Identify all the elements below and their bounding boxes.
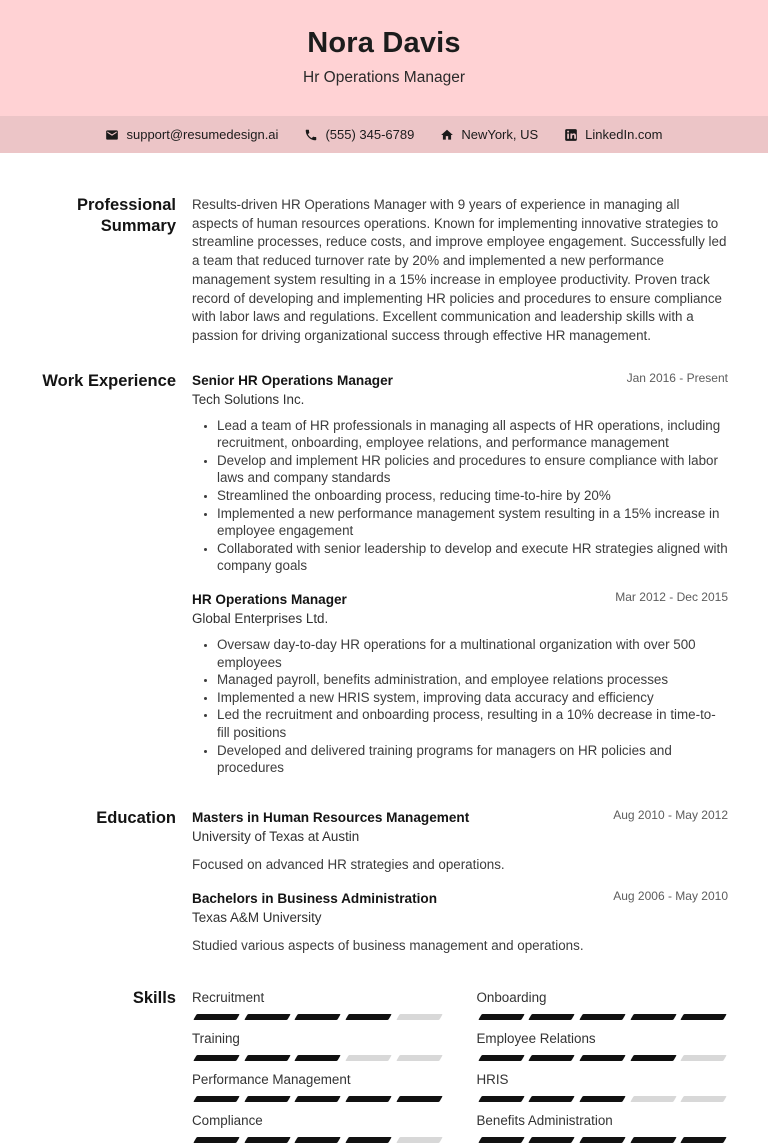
skill-item [192,1112,444,1143]
contact-location-text: NewYork, US [461,126,539,142]
contact-linkedin-text: LinkedIn.com [585,126,663,142]
skill-bar-segment-filled [681,1014,727,1020]
degree-description: Studied various aspects of business management and operations. [192,937,584,953]
skill-bar-segment-filled [295,1137,341,1143]
skill-bar-segment-empty [396,1055,442,1061]
skill-label: HRIS [476,1071,509,1087]
skill-bar-segment-filled [528,1096,574,1102]
skill-bar-segment-filled [630,1137,676,1143]
section-heading-work: Work Experience [42,371,176,390]
summary-paragraph: Results-driven HR Operations Manager with 9 years of experience in managing all aspects of human resources operations. Known for implementing innovative strategies to streamline processes, reduce costs, and improve employee engagement. Successfully led a team that reduced turnover rate by 20% and implemented a new performance management system resulting in a 15% increase in employee productivity. Proven track record of developing and implementing HR policies and procedures to ensure compliance with labor laws and regulations. Excellent communication and leadership skills with a passion for driving organizational success through effective HR management. [192,197,727,343]
skill-level-bar [477,1055,729,1061]
skill-item [477,1112,729,1143]
skill-bar-segment-filled [244,1137,290,1143]
skill-level-bar [477,1137,729,1143]
section-heading-education: Education [96,808,176,827]
skill-bar-segment-filled [630,1014,676,1020]
job-bullet-list [192,417,728,575]
skill-bar-segment-filled [244,1096,290,1102]
skill-bar-segment-filled [193,1055,239,1061]
job-title: HR Operations Manager [192,591,347,607]
skill-bar-segment-filled [345,1014,391,1020]
skill-bar-segment-filled [528,1014,574,1020]
job-company: Tech Solutions Inc. [192,391,305,407]
skill-item [477,1071,729,1102]
contact-location [440,127,538,143]
job-entry [192,589,728,777]
job-bullet: • Led the recruitment and onboarding process, resulting in a 10% decrease in time-to-fill positions [217,706,728,741]
job-company: Global Enterprises Ltd. [192,610,329,626]
job-bullet-list [192,636,728,777]
skill-level-bar [192,1014,444,1020]
degree-dates: Aug 2010 - May 2012 [613,807,728,822]
skill-level-bar [192,1096,444,1102]
skill-bar-segment-filled [244,1055,290,1061]
skill-bar-segment-empty [681,1096,727,1102]
phone-icon [304,128,318,142]
section-education [40,807,728,955]
skill-bar-segment-empty [681,1055,727,1061]
skill-bar-segment-filled [478,1137,524,1143]
skill-level-bar [192,1137,444,1143]
degree-dates: Aug 2006 - May 2010 [613,888,728,903]
skill-label: Onboarding [476,989,547,1005]
skill-label: Compliance [192,1112,263,1128]
skill-bar-segment-filled [345,1096,391,1102]
linkedin-icon [564,128,578,142]
job-bullet: • Collaborated with senior leadership to develop and execute HR strategies aligned with company goals [217,540,728,575]
section-heading-skills: Skills [132,988,176,1007]
skill-bar-segment-filled [630,1055,676,1061]
job-bullet: • Oversaw day-to-day HR operations for a multinational organization with over 500 employees [217,636,728,671]
skill-item [192,1030,444,1061]
degree-school: University of Texas at Austin [192,828,360,844]
skill-label: Training [192,1030,240,1046]
skill-label: Performance Management [192,1071,351,1087]
skill-item [192,1071,444,1102]
skill-bar-segment-empty [630,1096,676,1102]
contact-linkedin[interactable] [564,127,662,143]
skill-bar-segment-empty [345,1055,391,1061]
education-entry [192,888,728,955]
contact-phone [304,127,414,143]
job-bullet: • Implemented a new HRIS system, improving data accuracy and efficiency [217,689,728,707]
skill-bar-segment-filled [345,1137,391,1143]
skill-bar-segment-filled [244,1014,290,1020]
skill-level-bar [192,1055,444,1061]
skill-bar-segment-filled [528,1055,574,1061]
skill-bar-segment-filled [478,1055,524,1061]
degree-school: Texas A&M University [192,909,322,925]
section-work-experience [40,370,728,777]
candidate-job-title: Hr Operations Manager [303,69,465,86]
skill-bar-segment-filled [295,1096,341,1102]
skill-bar-segment-filled [295,1014,341,1020]
contact-email[interactable] [105,127,278,143]
education-entry [192,807,728,874]
skill-bar-segment-filled [681,1137,727,1143]
skill-bar-segment-filled [193,1137,239,1143]
job-title: Senior HR Operations Manager [192,372,393,388]
skills-grid [192,987,728,1143]
contact-bar [0,116,768,153]
skill-bar-segment-filled [295,1055,341,1061]
skill-bar-segment-filled [478,1014,524,1020]
section-heading-summary: Professional Summary [76,196,176,235]
skill-bar-segment-empty [396,1014,442,1020]
contact-email-text: support@resumedesign.ai [126,126,279,142]
job-entry [192,370,728,575]
job-bullet: • Developed and delivered training programs for managers on HR policies and procedures [217,742,728,777]
skill-bar-segment-empty [396,1137,442,1143]
skill-label: Recruitment [192,989,265,1005]
skill-bar-segment-filled [579,1014,625,1020]
job-bullet: • Implemented a new performance management system resulting in a 15% increase in employee engagement [217,505,728,540]
home-icon [440,128,454,142]
job-bullet: • Streamlined the onboarding process, reducing time-to-hire by 20% [217,487,728,505]
skill-bar-segment-filled [579,1137,625,1143]
job-dates: Mar 2012 - Dec 2015 [615,589,728,604]
job-bullet: • Lead a team of HR professionals in managing all aspects of HR operations, including recruitment, onboarding, employee relations, and performance management [217,417,728,452]
resume-header [0,0,768,116]
skill-item [477,1030,729,1061]
skill-label: Benefits Administration [476,1112,613,1128]
skill-bar-segment-filled [579,1096,625,1102]
skill-bar-segment-filled [193,1014,239,1020]
section-skills [40,987,728,1143]
resume-body [0,153,768,1143]
contact-phone-text: (555) 345-6789 [325,126,415,142]
skill-bar-segment-filled [193,1096,239,1102]
skill-level-bar [477,1096,729,1102]
degree-title: Masters in Human Resources Management [192,809,470,825]
envelope-icon [105,128,119,142]
degree-description: Focused on advanced HR strategies and operations. [192,856,505,872]
skill-bar-segment-filled [528,1137,574,1143]
job-bullet: • Develop and implement HR policies and procedures to ensure compliance with labor laws and company standards [217,452,728,487]
skill-label: Employee Relations [476,1030,596,1046]
degree-title: Bachelors in Business Administration [192,890,437,906]
candidate-name: Nora Davis [307,27,461,59]
skill-bar-segment-filled [396,1096,442,1102]
skill-bar-segment-filled [478,1096,524,1102]
section-professional-summary [40,194,728,346]
skill-item [477,989,729,1020]
skill-bar-segment-filled [579,1055,625,1061]
job-dates: Jan 2016 - Present [626,370,728,385]
skill-level-bar [477,1014,729,1020]
skill-item [192,989,444,1020]
job-bullet: • Managed payroll, benefits administration, and employee relations processes [217,671,728,689]
